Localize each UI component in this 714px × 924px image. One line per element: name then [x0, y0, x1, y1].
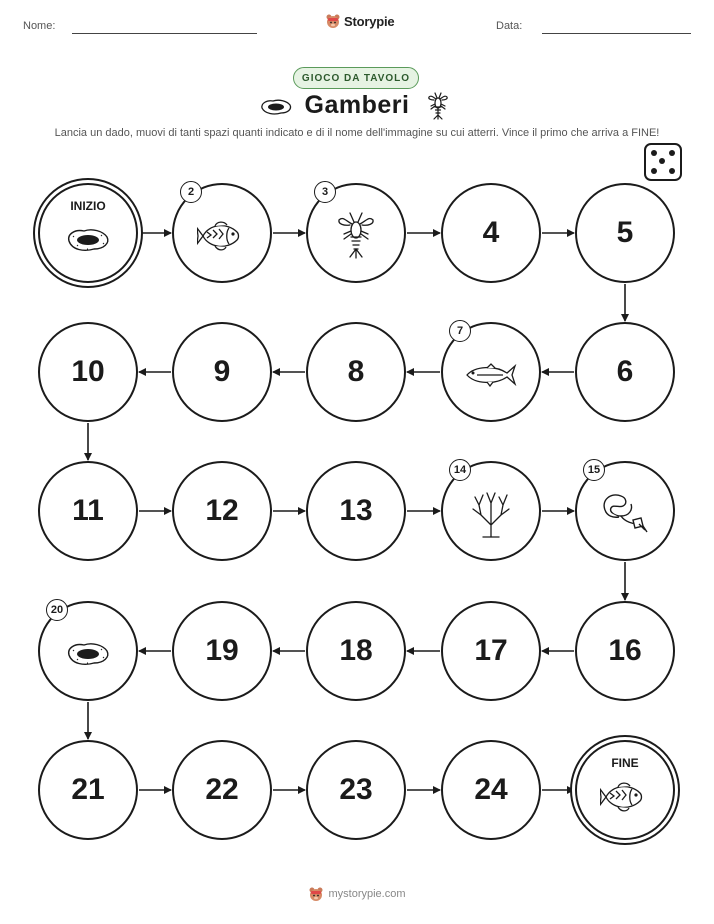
board-space — [38, 322, 138, 422]
space-number: 5 — [616, 216, 634, 249]
page-title: Gamberi — [304, 91, 410, 119]
space-number: 9 — [213, 355, 231, 388]
space-number: 13 — [339, 494, 373, 527]
board-space — [575, 183, 675, 283]
board-space — [38, 461, 138, 561]
board-space — [575, 461, 675, 561]
board-space — [441, 183, 541, 283]
board-space — [306, 461, 406, 561]
board-space — [172, 740, 272, 840]
hole-icon — [65, 227, 111, 258]
space-number-badge: 3 — [314, 181, 336, 203]
space-number: 22 — [205, 773, 239, 806]
space-number: 24 — [474, 773, 508, 806]
claw-icon — [599, 490, 651, 543]
board-space — [306, 183, 406, 283]
footer-url[interactable]: mystorypie.com — [328, 888, 406, 900]
space-number-badge: 7 — [449, 320, 471, 342]
hole-icon — [65, 641, 111, 672]
footer — [0, 886, 714, 902]
space-label: FINE — [611, 756, 639, 770]
space-number: 4 — [482, 216, 500, 249]
board-space — [38, 183, 138, 283]
board-space — [172, 601, 272, 701]
space-number: 16 — [608, 634, 642, 667]
board-space — [38, 740, 138, 840]
tuna-icon — [465, 363, 517, 392]
space-number: 21 — [71, 773, 105, 806]
shrimp-icon — [336, 212, 376, 265]
board-space — [575, 601, 675, 701]
space-number-badge: 14 — [449, 459, 471, 481]
board-space — [38, 601, 138, 701]
board-space — [441, 461, 541, 561]
space-number-badge: 2 — [180, 181, 202, 203]
board-space — [306, 601, 406, 701]
space-number: 10 — [71, 355, 105, 388]
space-number: 6 — [616, 355, 634, 388]
coral-icon — [469, 489, 513, 544]
board-space — [575, 322, 675, 422]
board-space — [441, 322, 541, 422]
board-space — [172, 322, 272, 422]
fish-icon — [197, 218, 247, 259]
space-number: 17 — [474, 634, 508, 667]
space-number: 23 — [339, 773, 373, 806]
board-space — [172, 461, 272, 561]
name-label: Nome: — [23, 20, 56, 32]
space-number: 8 — [347, 355, 365, 388]
fish-icon — [600, 779, 650, 820]
space-number: 18 — [339, 634, 373, 667]
date-label: Data: — [496, 20, 523, 32]
bear-mascot-icon — [308, 886, 324, 902]
space-number-badge: 15 — [583, 459, 605, 481]
board-space — [441, 740, 541, 840]
board-space — [306, 322, 406, 422]
instructions: Lancia un dado, muovi di tanti spazi quanti indicato e di il nome dell'immagine su cui atterri. Vince il primo che arriva a FINE! — [54, 127, 660, 139]
board-space — [441, 601, 541, 701]
board-space — [172, 183, 272, 283]
space-label: INIZIO — [70, 199, 106, 213]
game-type-badge: GIOCO DA TAVOLO — [293, 67, 419, 89]
space-number: 11 — [72, 494, 104, 527]
board-space — [306, 740, 406, 840]
space-number: 19 — [205, 634, 239, 667]
board-space — [575, 740, 675, 840]
brand-name: Storypie — [344, 13, 395, 29]
space-number: 12 — [205, 494, 239, 527]
space-number-badge: 20 — [46, 599, 68, 621]
